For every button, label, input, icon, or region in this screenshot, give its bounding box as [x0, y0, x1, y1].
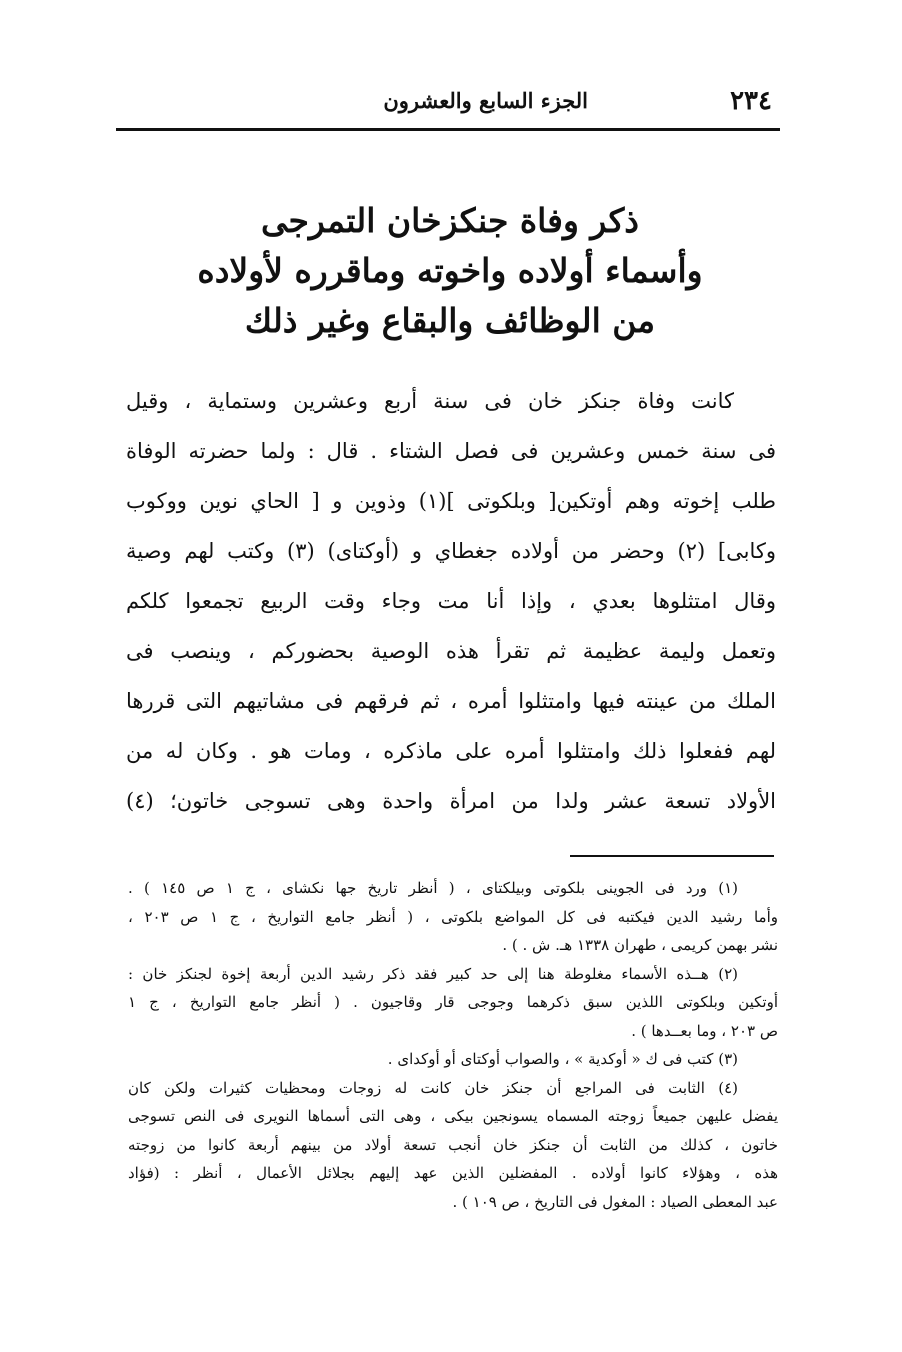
chapter-title-line: من الوظائف والبقاع وغير ذلك: [244, 301, 656, 340]
footnote-line: (٣) كتب فى ك « أوكدية » ، والصواب أوكتاى أو أوكداى .: [387, 1050, 738, 1068]
running-title: الجزء السابع والعشرون: [383, 88, 588, 113]
footnote-line: (٤) الثابت فى المراجع أن جنكز خان كانت له زوجات ومحظيات كثيرات ولكن كان: [128, 1078, 738, 1097]
footnote-line: أوتكين وبلكوتى اللذين سبق ذكرهما وجوجى قار وقاجيون . ( أنظر جامع التواريخ ، ج ١: [128, 993, 778, 1011]
body-line: الأولاد تسعة عشر ولدا من امرأة واحدة وهى تسوجى خاتون؛ (٤): [126, 789, 776, 813]
page-header: [118, 84, 778, 124]
footnote-line: وأما رشيد الدين فيكتبه فى كل المواضع بلكوتى ، ( أنظر جامع التواريخ ، ج ١ ص ٢٠٣ ،: [128, 907, 778, 926]
page-number: ٢٣٤: [730, 86, 772, 116]
body-line: وقال امتثلوها بعدي ، وإذا أنا مت وجاء وقت الربيع تجمعوا كلكم: [126, 589, 776, 613]
body-line: وكابى] (٢) وحضر من أولاده جغطاي و (أوكتاى) (٣) وكتب لهم وصية: [126, 539, 776, 563]
footnote-line: هذه ، وهؤلاء كانوا أولاده . المفضلين الذين عهد إليهم بجلائل الأعمال ، أنظر : (فؤاد: [128, 1164, 778, 1182]
body-line: الملك من عينته فيها وامتثلوا أمره ، ثم فرقهم فى مشاتيهم التى قررها: [126, 689, 776, 713]
footnote-line: (١) ورد فى الجوينى بلكوتى وبيلكتاى ، ( أنظر تاريخ جها نكشاى ، ج ١ ص ١٤٥ ) .: [128, 879, 738, 897]
body-line: فى سنة خمس وعشرين فى فصل الشتاء . قال : ولما حضرته الوفاة: [126, 439, 776, 463]
footnote-line: خاتون ، كذلك من الثابت أن جنكز خان أنجب تسعة أولاد من بينهم أربعة كانوا من زوجته: [128, 1135, 778, 1154]
body-line: طلب إخوته وهم أوتكين[ وبلكوتى ](١) وذوين و [ الحاي نوين ووكوب: [126, 489, 776, 513]
footnote-line: نشر بهمن كريمى ، طهران ١٣٣٨ هـ. ش . ) .: [502, 936, 778, 954]
body-text: [126, 376, 776, 826]
chapter-title-line: ذكر وفاة جنكزخان التمرجى: [261, 201, 639, 240]
body-line: كانت وفاة جنكز خان فى سنة أربع وعشرين وستماية ، وقيل: [126, 389, 734, 413]
footnotes: [128, 874, 778, 1216]
footnote-rule: [570, 855, 774, 857]
footnote-line: يفضل عليهن جميعاً زوجته المسماه يسونجين بيكى ، وهى التى أسماها النويرى فى النص تسوجى: [128, 1107, 778, 1125]
chapter-title: [120, 196, 780, 346]
footnote-line: ص ٢٠٣ ، وما بعــدها ) .: [631, 1021, 778, 1040]
body-line: لهم ففعلوا ذلك وامتثلوا أمره على ماذكره ، ومات هو . وكان له من: [126, 739, 776, 763]
footnote-line: عبد المعطى الصياد : المغول فى التاريخ ، ص ١٠٩ ) .: [452, 1192, 778, 1211]
footnote-line: (٢) هــذه الأسماء مغلوطة هنا إلى حد كبير فقد ذكر رشيد الدين أربعة إخوة لجنكز خان :: [128, 964, 738, 983]
body-line: وتعمل وليمة عظيمة ثم تقرأ هذه الوصية بحضوركم ، وينصب فى: [126, 639, 776, 663]
header-rule: [116, 128, 780, 131]
chapter-title-line: وأسماء أولاده واخوته وماقرره لأولاده: [197, 251, 703, 290]
